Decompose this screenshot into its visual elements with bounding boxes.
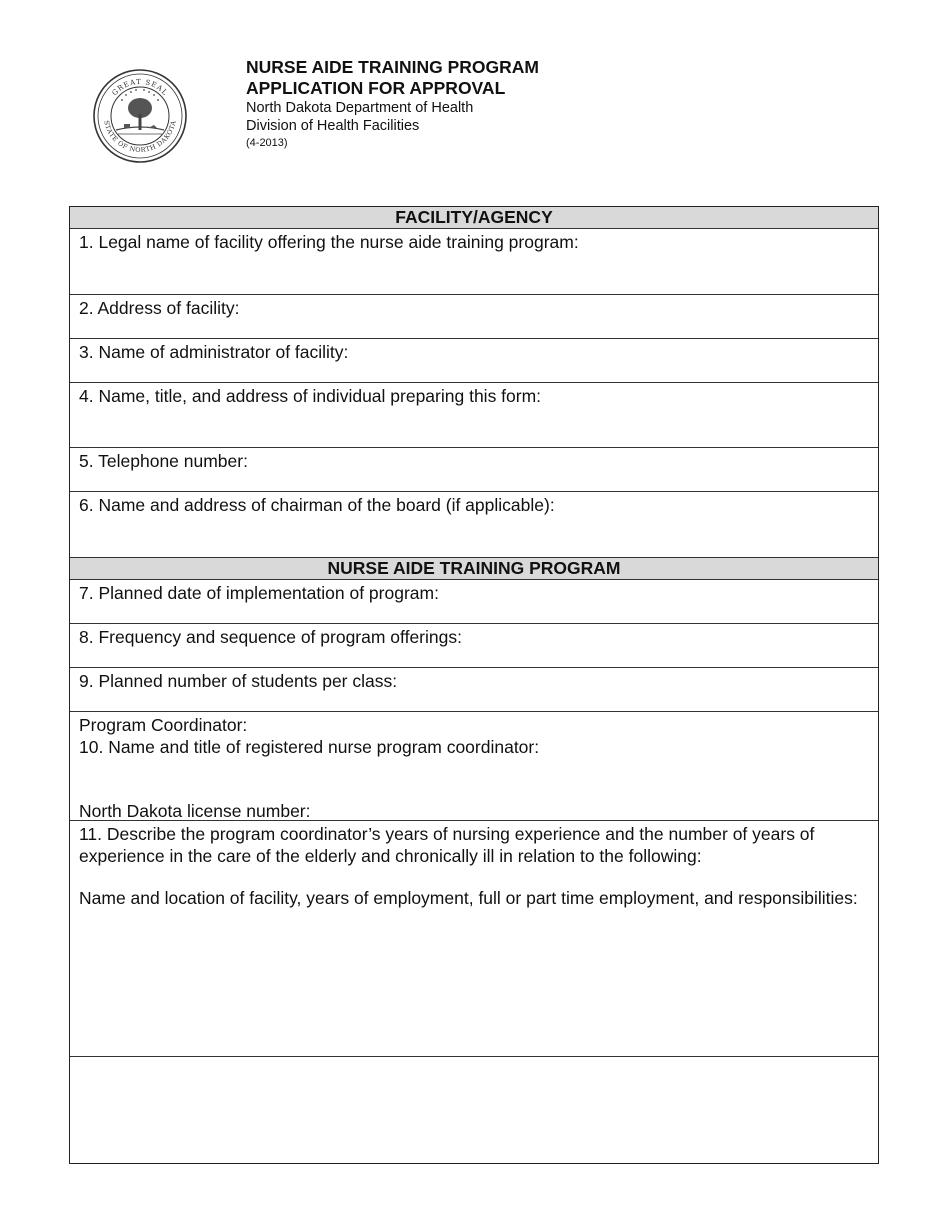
field-label: 10. Name and title of registered nurse program coordinator: xyxy=(79,737,540,757)
field-label: 11. Describe the program coordinator’s years of nursing experience and the number of years of experience in the care of the elderly and chronically ill in relation to the following: xyxy=(79,824,815,866)
section-title: FACILITY/AGENCY xyxy=(395,207,553,227)
state-seal-logo xyxy=(92,68,188,164)
field-telephone[interactable] xyxy=(70,448,878,492)
form-revision: (4-2013) xyxy=(246,137,288,149)
field-label: 8. Frequency and sequence of program offerings: xyxy=(79,627,462,647)
field-legal-name[interactable] xyxy=(70,229,878,295)
svg-text:STATE OF NORTH DAKOTA: STATE OF NORTH DAKOTA xyxy=(102,119,178,155)
field-implementation-date[interactable] xyxy=(70,580,878,624)
section-header-facility-agency xyxy=(70,207,878,229)
document-title-line1: NURSE AIDE TRAINING PROGRAM xyxy=(246,57,539,77)
field-label: 1. Legal name of facility offering the nurse aide training program: xyxy=(79,232,579,252)
field-label: 3. Name of administrator of facility: xyxy=(79,342,349,362)
field-label: 6. Name and address of chairman of the board (if applicable): xyxy=(79,495,555,515)
document-title-line2: APPLICATION FOR APPROVAL xyxy=(246,78,506,98)
field-offering-frequency[interactable] xyxy=(70,624,878,668)
svg-text:GREAT SEAL: GREAT SEAL xyxy=(110,77,170,98)
field-coordinator-experience[interactable] xyxy=(70,821,878,1057)
field-program-coordinator[interactable] xyxy=(70,712,878,821)
field-detail-label: Name and location of facility, years of employment, full or part time employment, and responsibilities: xyxy=(79,888,858,908)
field-administrator-name[interactable] xyxy=(70,339,878,383)
department-name: North Dakota Department of Health xyxy=(246,100,474,116)
field-students-per-class[interactable] xyxy=(70,668,878,712)
document-header xyxy=(246,57,539,151)
field-label: 5. Telephone number: xyxy=(79,451,248,471)
section-title: NURSE AIDE TRAINING PROGRAM xyxy=(327,558,621,578)
field-facility-address[interactable] xyxy=(70,295,878,339)
field-label: 7. Planned date of implementation of program: xyxy=(79,583,439,603)
field-blank-continuation[interactable] xyxy=(70,1057,878,1163)
division-name: Division of Health Facilities xyxy=(246,118,420,134)
coordinator-heading: Program Coordinator: xyxy=(79,715,248,735)
application-form xyxy=(69,206,879,1164)
field-label: 2. Address of facility: xyxy=(79,298,240,318)
section-header-training-program xyxy=(70,558,878,580)
license-number-label: North Dakota license number: xyxy=(79,801,311,821)
field-label: 4. Name, title, and address of individual preparing this form: xyxy=(79,386,542,406)
field-label: 9. Planned number of students per class: xyxy=(79,671,398,691)
field-preparer-info[interactable] xyxy=(70,383,878,448)
field-board-chairman[interactable] xyxy=(70,492,878,558)
